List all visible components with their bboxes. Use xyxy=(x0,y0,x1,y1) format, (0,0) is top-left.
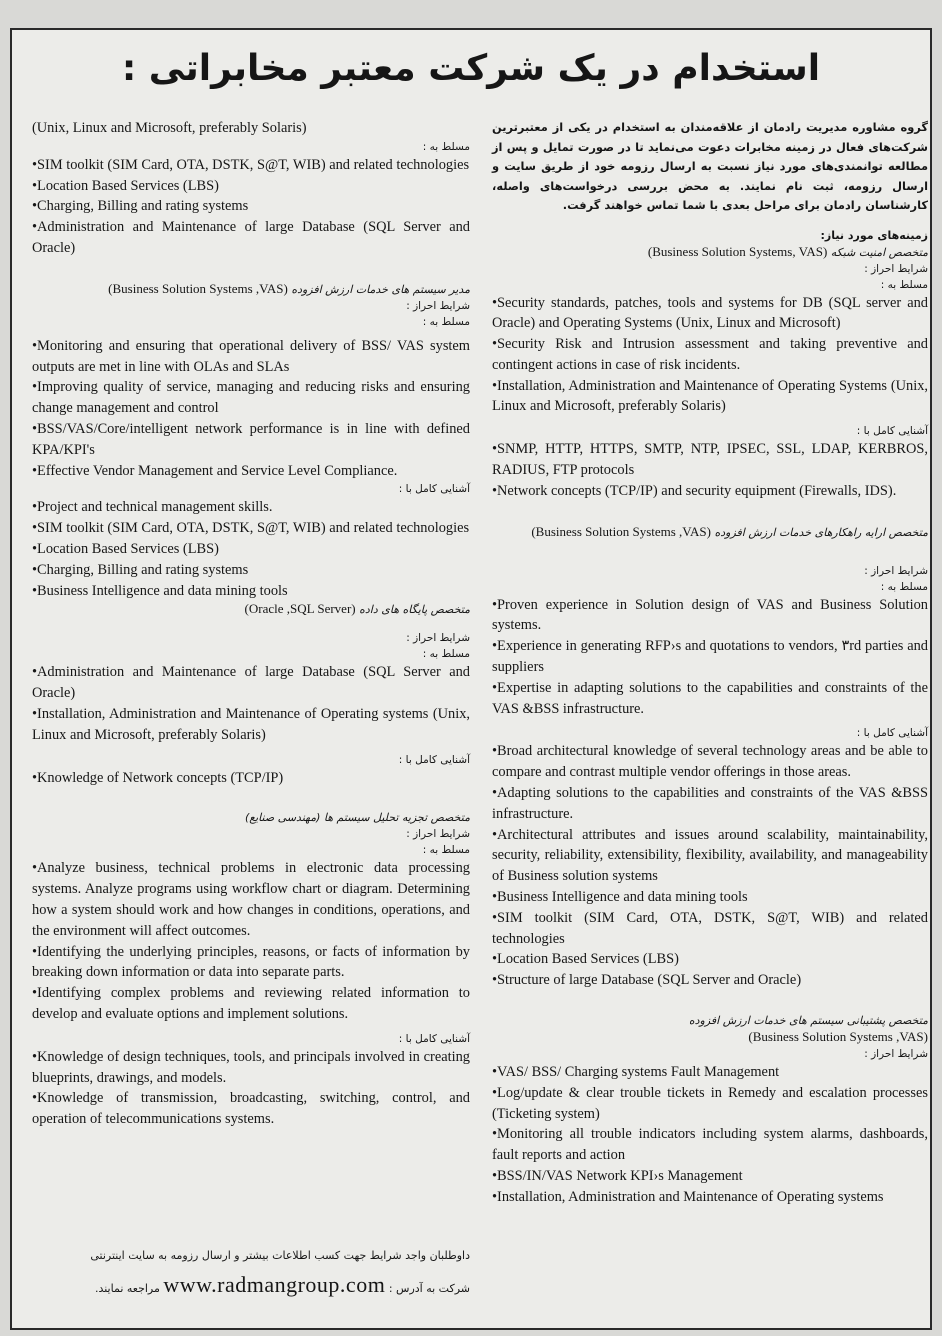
bullet-item: •Improving quality of service, managing and reducing risks and ensuring change management and control xyxy=(32,379,470,417)
bullet-item: •Knowledge of transmission, broadcasting, switching, control, and operation of telecommunications systems. xyxy=(32,1090,470,1128)
bullet-item: •Business Intelligence and data mining tools xyxy=(492,889,748,906)
job-heading: مدیر سیستم های خدمات ارزش افزوده (Business Solution Systems ,VAS) xyxy=(108,280,470,296)
left-column xyxy=(32,118,470,1130)
right-column xyxy=(492,118,928,1208)
bullet-item: •Security Risk and Intrusion assessment and taking preventive and contingent actions in case of risk incidents. xyxy=(492,336,928,373)
job-heading-latin: (Business Solution Systems ,VAS) xyxy=(748,1029,928,1045)
section-label: آشنایی کامل با : xyxy=(398,753,470,766)
section-label: مسلط به : xyxy=(422,315,470,328)
bullet-item: •SIM toolkit (SIM Card, OTA, DSTK, S@T, WIB) and related technologies xyxy=(32,156,470,173)
job-heading: متخصص پشتیبانی سیستم های خدمات ارزش افزوده xyxy=(688,1014,928,1028)
section-label: شرایط احراز : xyxy=(406,299,470,312)
bullet-item: •Experience in generating RFP›s and quotations to vendors, ۳rd parties and suppliers xyxy=(492,638,928,676)
bullet-item: •SNMP, HTTP, HTTPS, SMTP, NTP, IPSEC, SSL, LDAP, KERBROS, RADIUS, FTP protocols xyxy=(492,441,928,479)
bullet-item: •Network concepts (TCP/IP) and security equipment (Firewalls, IDS). xyxy=(492,482,897,499)
bullet-item: •Installation, Administration and Maintenance of Operating systems (Unix, Linux and Microsoft, preferably Solaris) xyxy=(32,705,470,743)
bullet-item: •Charging, Billing and rating systems xyxy=(32,198,249,215)
bullet-item: •Installation, Administration and Maintenance of Operating Systems (Unix, Linux and Microsoft, preferably Solaris) xyxy=(492,377,928,415)
section-label: مسلط به : xyxy=(422,140,470,153)
section-label: مسلط به : xyxy=(422,844,470,857)
section-label: آشنایی کامل با : xyxy=(398,483,470,496)
job-heading: متخصص ارایه راهکارهای خدمات ارزش افزوده (Business Solution Systems ,VAS) xyxy=(531,523,928,539)
bullet-item: •SIM toolkit (SIM Card, OTA, DSTK, S@T, WIB) and related technologies xyxy=(492,909,928,947)
section-label: مسلط به : xyxy=(880,278,928,291)
section-label: زمینه‌های مورد نیاز: xyxy=(820,228,928,242)
job-heading: متخصص تجزیه تحلیل سیستم ها (مهندسی صنایع) xyxy=(244,811,470,825)
section-label: مسلط به : xyxy=(422,648,470,661)
bullet-item: •Administration and Maintenance of large Database (SQL Server and Oracle) xyxy=(32,664,470,702)
bullet-item: •Broad architectural knowledge of several technology areas and be able to compare and contrast multiple vendor offerings in those areas. xyxy=(492,743,928,781)
bullet-item: •Location Based Services (LBS) xyxy=(492,951,679,968)
bullet-item: •Administration and Maintenance of large Database (SQL Server and Oracle) xyxy=(32,219,470,256)
bullet-item: •Location Based Services (LBS) xyxy=(32,540,219,557)
bullet-item: •Location Based Services (LBS) xyxy=(32,177,219,194)
section-label: شرایط احراز : xyxy=(406,632,470,645)
contact-text: داوطلبان واجد شرایط جهت کسب اطلاعات بیشتر و ارسال رزومه به سایت اینترنتی xyxy=(90,1249,470,1262)
bullet-item: •Monitoring all trouble indicators including system alarms, dashboards, fault reports and action xyxy=(492,1126,928,1164)
bullet-item: •BSS/VAS/Core/intelligent network performance is in line with defined KPA/KPI's xyxy=(32,420,470,458)
section-label: آشنایی کامل با : xyxy=(856,425,928,438)
bullet-item: •Proven experience in Solution design of VAS and Business Solution systems. xyxy=(492,596,928,634)
bullet-item: •Adapting solutions to the capabilities and constraints of the VAS &BSS infrastructure. xyxy=(492,785,928,822)
bullet-item: •BSS/IN/VAS Network KPI›s Management xyxy=(492,1168,743,1184)
bullet-item: •Knowledge of design techniques, tools, and principals involved in creating blueprints, drawings, and models. xyxy=(32,1048,470,1086)
bullet-item: •Expertise in adapting solutions to the capabilities and constraints of the VAS &BSS infrastructure. xyxy=(492,679,928,717)
job-heading: متخصص امنیت شبکه (Business Solution Systems, VAS) xyxy=(647,243,928,259)
bullet-item: •Knowledge of Network concepts (TCP/IP) xyxy=(32,769,284,786)
website-link[interactable]: www.radmangroup.com xyxy=(163,1272,386,1297)
bullet-item: •Log/update & clear trouble tickets in Remedy and escalation processes (Ticketing system) xyxy=(492,1084,928,1122)
job-heading: متخصص پایگاه های داده (Oracle ,SQL Server) xyxy=(244,601,470,617)
section-label: شرایط احراز : xyxy=(406,828,470,841)
contact-block xyxy=(32,1248,470,1298)
bullet-item: •Analyze business, technical problems in electronic data processing systems. Analyze programs using workflow chart or diagram. Determining how a system should work and how changes in conditions, operations, and the environment will affect outcomes. xyxy=(32,860,470,939)
bullet-item: •Identifying complex problems and reviewing related information to develop and evaluate options and implement solutions. xyxy=(32,985,470,1022)
page-title: استخدام در یک شرکت معتبر مخابراتی : xyxy=(121,48,821,89)
contact-suffix: مراجعه نمایند. xyxy=(94,1282,160,1295)
bullet-item: •Charging, Billing and rating systems xyxy=(32,561,249,578)
section-label: شرایط احراز : xyxy=(864,564,928,577)
section-label: آشنایی کامل با : xyxy=(856,727,928,740)
bullet-item: •Project and technical management skills. xyxy=(32,499,273,516)
bullet-item: •Identifying the underlying principles, reasons, or facts of information by breaking down information or data into separate parts. xyxy=(32,943,470,981)
text-line: (Unix, Linux and Microsoft, preferably Solaris) xyxy=(32,120,307,136)
section-label: آشنایی کامل با : xyxy=(398,1032,470,1045)
bullet-item: •Monitoring and ensuring that operational delivery of BSS/ VAS system outputs are met in line with OLAs and SLAs xyxy=(32,337,470,375)
contact-label: شرکت به آدرس : xyxy=(388,1282,470,1295)
bullet-item: •VAS/ BSS/ Charging systems Fault Management xyxy=(492,1064,780,1081)
bullet-item: •SIM toolkit (SIM Card, OTA, DSTK, S@T, WIB) and related technologies xyxy=(32,520,470,537)
bullet-item: •Architectural attributes and issues around scalability, maintainability, security, reliability, extensibility, flexibility, availability, and manageability of Business solution systems xyxy=(492,826,928,885)
section-label: شرایط احراز : xyxy=(864,1048,928,1061)
section-label: شرایط احراز : xyxy=(864,262,928,275)
bullet-item: •Structure of large Database (SQL Server and Oracle) xyxy=(492,972,802,989)
bullet-item: •Security standards, patches, tools and systems for DB (SQL server and Oracle) and Operating Systems (Unix, Linux and Microsoft) xyxy=(492,294,928,332)
bullet-item: •Effective Vendor Management and Service Level Compliance. xyxy=(32,462,398,479)
intro-paragraph: گروه مشاوره مدیریت رادمان از علاقه‌مندان به استخدام در یکی از معتبرترین شرکت‌های فعال در زمینه مخابرات دعوت می‌نماید تا در صورت تمایل و پس از مطالعه توانمندی‌های مورد نیاز نسبت به ارسال رزومه خود از طریق سایت و ارسال رزومه، ثبت نام نمایند. به محض بررسی درخواست‌های واصله، کارشناسان رادمان برای مراحل بعدی با شما تماس خواهند گرفت. xyxy=(492,120,928,212)
bullet-item: •Business Intelligence and data mining tools xyxy=(32,582,288,599)
section-label: مسلط به : xyxy=(880,580,928,593)
bullet-item: •Installation, Administration and Maintenance of Operating systems xyxy=(492,1188,884,1205)
